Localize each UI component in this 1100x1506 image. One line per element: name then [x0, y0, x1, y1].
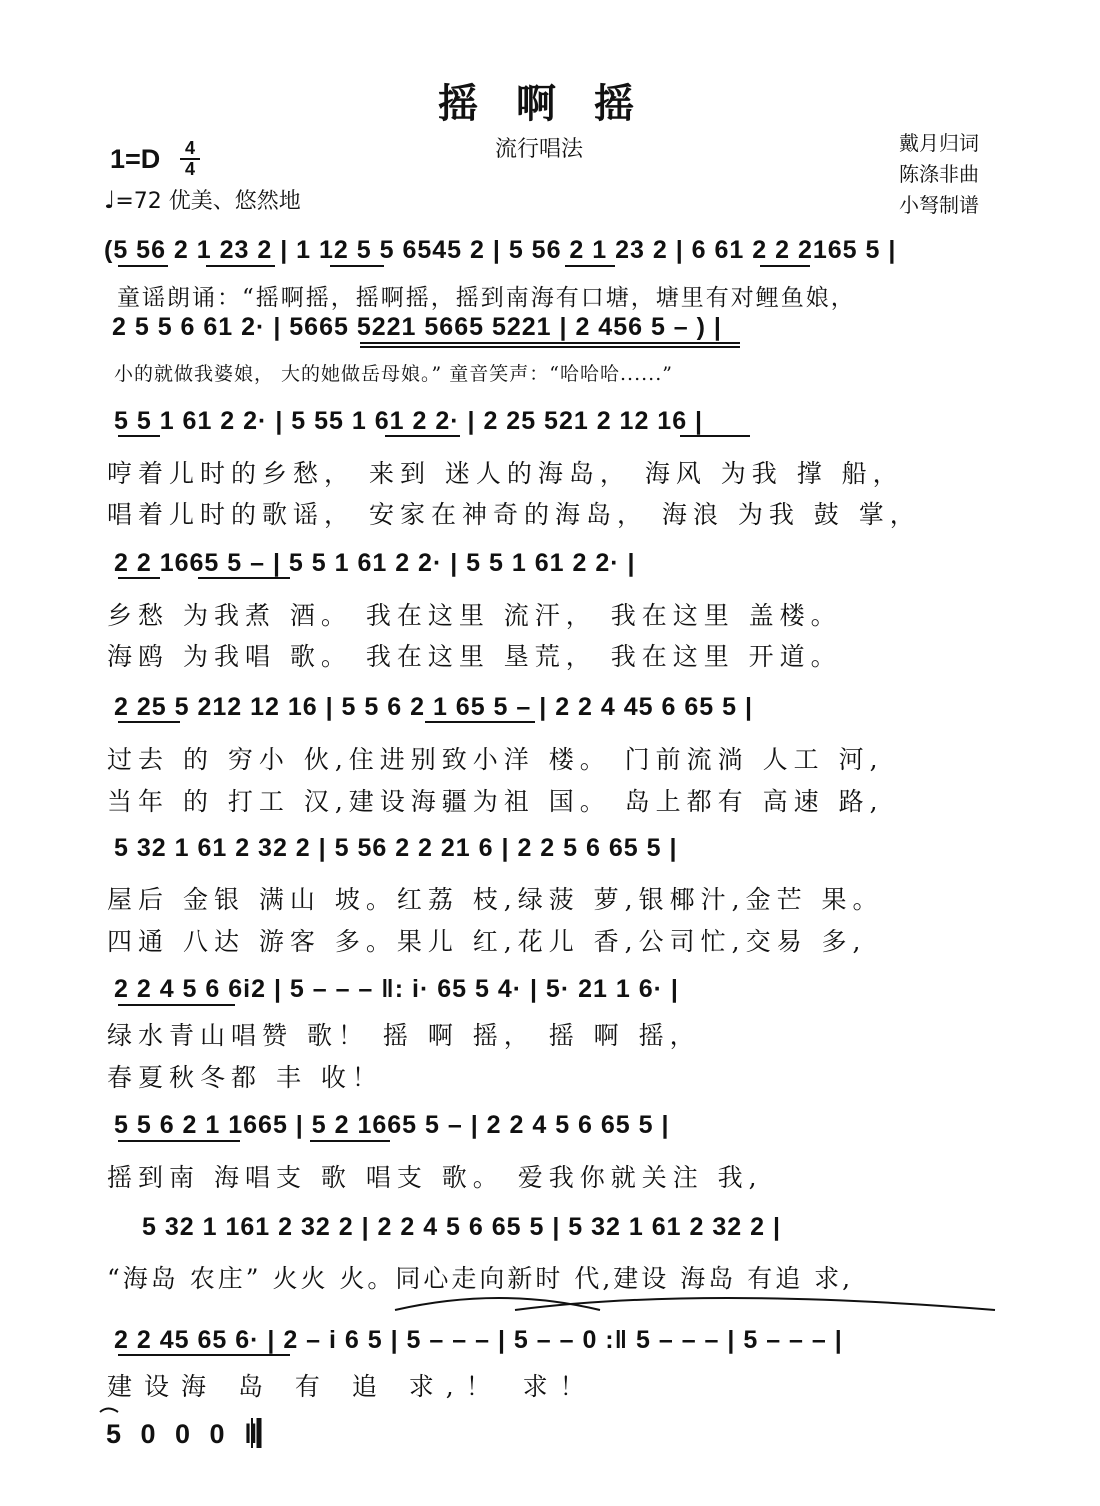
notation-line-11: 5 0 0 0 ‖ [106, 1419, 264, 1449]
lyric-line-6b: 四通 八达 游客 多。果儿 红,花儿 香,公司忙,交易 多, [107, 927, 867, 956]
lyric-line-7a: 绿水青山唱赞 歌！ 摇 啊 摇， 摇 啊 摇， [107, 1021, 701, 1050]
arranger-credit: 小弩制谱 [899, 193, 979, 217]
lyric-line-3a: 哼着儿时的乡愁， 来到 迷人的海岛， 海风 为我 撑 船， [107, 459, 904, 488]
lyric-line-5a: 过去 的 穷小 伙,住进别致小洋 楼。 门前流淌 人工 河, [107, 745, 884, 774]
slur-arc [100, 1409, 118, 1413]
time-signature [180, 140, 200, 178]
notation-line-3: 5 5 1 61 2 2· | 5 55 1 61 2 2· | 2 25 521 2 12 16 | [114, 407, 704, 435]
notation-line-5: 2 25 5 212 12 16 | 5 5 6 2 1 65 5 – | 2 2 4 45 6 65 5 | [114, 693, 753, 721]
notation-line-10: 2 2 45 65 6· | 2 – i 6 5 | 5 – – – | 5 – – 0 :‖ 5 – – – | 5 – – – | [114, 1326, 843, 1354]
tempo-text: =72 优美、悠然地 [115, 189, 301, 214]
quarter-note-icon: ♩ [104, 186, 116, 214]
lyric-line-10: 建设海 岛 有 追 求,！ 求！ [107, 1372, 597, 1401]
notation-line-9: 5 32 1 161 2 32 2 | 2 2 4 5 6 65 5 | 5 32 1 61 2 32 2 | [142, 1213, 781, 1241]
composer-credit: 陈涤非曲 [899, 162, 979, 186]
notation-line-7: 2 2 4 5 6 6i2 | 5 – – – ‖: i· 65 5 4· | 5· 21 1 6· | [114, 975, 679, 1003]
lyric-line-1: 童谣朗诵：“摇啊摇，摇啊摇，摇到南海有口塘，塘里有对鲤鱼娘， [117, 285, 856, 311]
notation-line-2: 2 5 5 6 61 2· | 5665 5221 5665 5221 | 2 456 5 – ) | [112, 313, 722, 341]
lyric-line-2: 小的就做我婆娘， 大的她做岳母娘。” 童音笑声：“哈哈哈......” [114, 363, 673, 385]
time-signature-top: 4 [184, 138, 195, 158]
lyric-line-9: “海岛 农庄” 火火 火。同心走向新时 代,建设 海岛 有追 求, [107, 1264, 854, 1293]
singing-style: 流行唱法 [495, 137, 584, 162]
slur-arc [515, 1298, 995, 1310]
lyric-line-5b: 当年 的 打工 汉,建设海疆为祖 国。 岛上都有 高速 路, [107, 787, 884, 816]
lyric-line-6a: 屋后 金银 满山 坡。红荔 枝,绿菠 萝,银椰汁,金芒 果。 [107, 885, 884, 914]
notation-line-6: 5 32 1 61 2 32 2 | 5 56 2 2 21 6 | 2 2 5 6 65 5 | [114, 834, 678, 862]
song-title: 摇啊摇 [438, 80, 672, 127]
lyric-line-4a: 乡愁 为我煮 酒。 我在这里 流汗， 我在这里 盖楼。 [107, 601, 842, 630]
lyricist-credit: 戴月归词 [899, 131, 979, 155]
lyric-line-3b: 唱着儿时的歌谣， 安家在神奇的海岛， 海浪 为我 鼓 掌， [107, 500, 921, 529]
notation-line-8: 5 5 6 2 1 1665 | 5 2 1665 5 – | 2 2 4 5 6 65 5 | [114, 1111, 670, 1139]
tempo-marking [104, 184, 301, 215]
time-signature-bottom: 4 [184, 159, 195, 179]
key-signature: 1=D [110, 144, 161, 174]
lyric-line-8: 摇到南 海唱支 歌 唱支 歌。 爱我你就关注 我, [107, 1163, 763, 1192]
lyric-line-4b: 海鸥 为我唱 歌。 我在这里 垦荒， 我在这里 开道。 [107, 642, 842, 671]
notation-line-1: (5 56 2 1 23 2 | 1 12 5 5 6545 2 | 5 56 2 1 23 2 | 6 61 2 2 2165 5 | [104, 236, 897, 264]
slur-arc [395, 1298, 600, 1310]
notation-line-4: 2 2 1665 5 – | 5 5 1 61 2 2· | 5 5 1 61 2 2· | [114, 549, 636, 577]
lyric-line-7b: 春夏秋冬都 丰 收！ [107, 1063, 383, 1092]
